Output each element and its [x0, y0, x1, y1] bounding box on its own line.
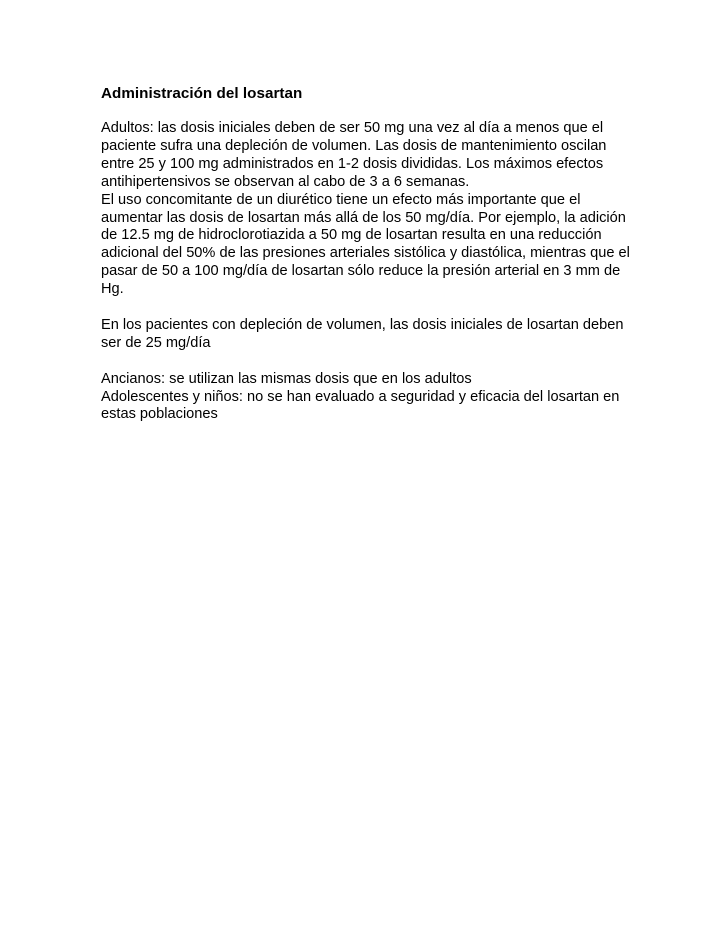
paragraph-poblaciones	[101, 371, 631, 425]
text-line: paciente sufra una depleción de volumen. Las dosis de mantenimiento oscilan	[101, 137, 607, 154]
text-line: entre 25 y 100 mg administrados en 1-2 dosis divididas. Los máximos efectos	[101, 155, 604, 172]
text-line: aumentar las dosis de losartan más allá de los 50 mg/día. Por ejemplo, la adición	[101, 209, 626, 226]
paragraph-spacing	[101, 353, 631, 371]
text-line: ser de 25 mg/día	[101, 334, 211, 351]
text-line: adicional del 50% de las presiones arteriales sistólica y diastólica, mientras que el	[101, 245, 630, 262]
text-line: antihipertensivos se observan al cabo de 3 a 6 semanas.	[101, 173, 470, 190]
text-line: de 12.5 mg de hidroclorotiazida a 50 mg de losartan resulta en una reducción	[101, 227, 602, 244]
text-line: Hg.	[101, 281, 124, 298]
paragraph-adultos	[101, 120, 631, 299]
text-line: Adultos: las dosis iniciales deben de ser 50 mg una vez al día a menos que el	[101, 120, 604, 136]
text-line: pasar de 50 a 100 mg/día de losartan sólo reduce la presión arterial en 3 mm de	[101, 263, 621, 280]
paragraph-spacing	[101, 299, 631, 317]
document-body	[101, 84, 631, 424]
text-line: estas poblaciones	[101, 406, 218, 423]
title-spacing	[101, 103, 631, 120]
text-line: Ancianos: se utilizan las mismas dosis que en los adultos	[101, 370, 472, 387]
text-line: Adolescentes y niños: no se han evaluado a seguridad y eficacia del losartan en	[101, 388, 620, 405]
text-line: En los pacientes con depleción de volumen, las dosis iniciales de losartan deben	[101, 316, 624, 333]
paragraph-deplecion	[101, 317, 631, 353]
text-line: El uso concomitante de un diurético tiene un efecto más importante que el	[101, 191, 581, 208]
document-title: Administración del losartan	[101, 85, 303, 102]
